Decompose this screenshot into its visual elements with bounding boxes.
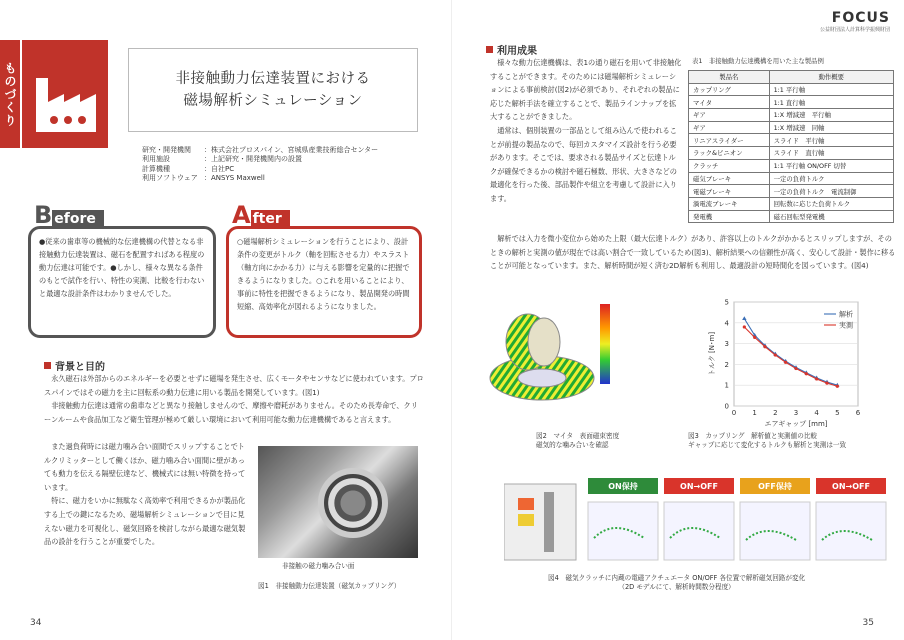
- table-cell: 1:1 平行軸 ON/OFF 切替: [769, 159, 893, 172]
- after-heading: [232, 201, 290, 229]
- category-tab: ものづくり: [0, 40, 20, 148]
- data-point: [743, 325, 746, 328]
- table-cell: 1:X 増減速 平行軸: [769, 109, 893, 122]
- table-cell: ギア: [689, 109, 770, 122]
- x-tick-label: 2: [773, 409, 778, 417]
- paragraph: また過負荷時には磁力噛み合い面間でスリップすることでトルクリミッターとして働くほか、磁力噛み合い面間に壁があっても動力を伝える隔壁伝達など、機械式には無い特徴を持っています。: [44, 442, 246, 492]
- factory-icon: [22, 40, 108, 148]
- table-cell: マイタ: [689, 96, 770, 109]
- bullet-square-icon: [44, 362, 51, 369]
- x-tick-label: 6: [855, 409, 861, 417]
- table-cell: 磁気ブレーキ: [689, 172, 770, 185]
- table-cell: クラッチ: [689, 159, 770, 172]
- data-point: [815, 377, 818, 380]
- series-line: [744, 327, 837, 386]
- body-paragraph-wide: [490, 232, 896, 273]
- x-axis-label: エアギャップ [mm]: [764, 420, 828, 428]
- table-cell: 電磁ブレーキ: [689, 185, 770, 198]
- data-point: [742, 316, 746, 320]
- meta-key: 計算機種: [142, 164, 170, 173]
- page-number: 35: [862, 618, 874, 628]
- table-cell: 1:1 直行軸: [769, 96, 893, 109]
- after-label: fter: [251, 210, 290, 226]
- meta-value: ：自社PC: [204, 164, 235, 173]
- coupling-photo: [258, 446, 418, 558]
- before-letter: B: [34, 201, 53, 229]
- table-header: 動作概要: [769, 71, 893, 84]
- legend-label: 解析: [839, 310, 853, 319]
- table-cell: 磁石回転型発電機: [769, 210, 893, 223]
- data-point: [825, 382, 828, 385]
- table-cell: 発電機: [689, 210, 770, 223]
- paragraph: 永久磁石は外部からのエネルギーを必要とせずに磁場を発生させ、広くモータやセンサなどに使われています。プロスパインではその磁力を主に回転系の動力伝達に用いる製品を開発しています。(図1): [44, 374, 424, 397]
- torque-chart: [706, 296, 892, 428]
- photo-label: 非接触の磁力噛み合い面: [282, 562, 355, 570]
- meta-key: 利用施設: [142, 155, 170, 164]
- project-meta: [142, 146, 378, 184]
- before-box: ●従来の歯車等の機械的な伝達機構の代替となる非接触動力伝達装置は、磁石を配置すればある程度の動力伝達は可能です。●しかし、様々な異なる条件のもとで試作を行い、特性の実測、比較を行わないと最適な設計条件はわかりませんでした。: [28, 226, 216, 338]
- state-on-hold: ON保持: [588, 478, 658, 494]
- data-point: [784, 361, 787, 364]
- table-cell: 回転数に応じた負荷トルク: [769, 197, 893, 210]
- x-tick-label: 0: [731, 409, 737, 417]
- series-line: [744, 319, 837, 386]
- title-line-2: 磁場解析シミュレーション: [183, 93, 363, 109]
- table-row: [689, 147, 894, 160]
- table-row: [689, 96, 894, 109]
- table-header: 製品名: [689, 71, 770, 84]
- table-cell: 1:1 平行軸: [769, 83, 893, 96]
- table-row: [689, 185, 894, 198]
- paragraph: 特に、磁力をいかに無駄なく高効率で利用できるかが製品化する上での鍵になるため、磁場解析シミュレーションで目に見えない磁力を可視化し、磁気回路を検討しながら最適な磁気製品の設計を行うことが重要でした。: [44, 496, 246, 547]
- focus-title: FOCUS: [831, 10, 890, 26]
- table-row: [689, 121, 894, 134]
- page-number: 34: [30, 618, 42, 628]
- color-scale-bar: [600, 304, 610, 384]
- y-axis-label: トルク [N･m]: [708, 331, 716, 377]
- table-cell: 渦電流ブレーキ: [689, 197, 770, 210]
- figure-caption: 図2 マイタ 表面磁束密度 磁気的な噛み合いを確認: [536, 432, 620, 449]
- table-cell: スライド 平行軸: [769, 134, 893, 147]
- data-point: [774, 353, 777, 356]
- table-row: [689, 109, 894, 122]
- table-cell: 一定の負荷トルク 電流制御: [769, 185, 893, 198]
- focus-subtitle: 公益財団法人計算科学振興財団: [819, 27, 890, 33]
- state-on-to-off-2: ON→OFF: [816, 478, 886, 494]
- paragraph: 非接触動力伝達は通常の歯車などと異なり接触しませんので、摩擦や磨耗がありません。そのため長寿命で、クリーンルームや食品加工など衛生管理が極めて厳しい環境において利用可能な動力伝達機構であると言えます。: [44, 401, 418, 424]
- table-cell: リニアスライダー: [689, 134, 770, 147]
- title-line-1: 非接触動力伝達装置における: [175, 71, 371, 87]
- table-row: [689, 210, 894, 223]
- meta-value: ：ANSYS Maxwell: [204, 174, 265, 183]
- section-heading: [486, 42, 537, 57]
- paragraph: 様々な動力伝達機構は、表1の通り磁石を用いて非接触化することができます。そのためには磁場解析シミュレーションによる事前検討(図2)が必須であり、それぞれの製品に応じた解析手法を確立することで、製品ラインナップを拡大することができました。: [490, 58, 682, 122]
- table-row: [689, 159, 894, 172]
- section-title: 利用成果: [497, 46, 537, 57]
- y-tick-label: 0: [724, 402, 729, 411]
- x-tick-label: 1: [752, 409, 757, 417]
- products-table: [688, 70, 894, 223]
- table-cell: カップリング: [689, 83, 770, 96]
- body-paragraphs-narrow: [490, 56, 682, 206]
- table-cell: スライド 直行軸: [769, 147, 893, 160]
- x-tick-label: 4: [814, 409, 819, 417]
- meta-key: 利用ソフトウェア: [142, 174, 198, 183]
- section-heading: [44, 358, 105, 373]
- state-off-hold: OFF保持: [740, 478, 810, 494]
- section-title: 背景と目的: [55, 362, 105, 373]
- after-box: ○磁場解析シミュレーションを行うことにより、設計条件の変更がトルク（軸を回転させる力）やスラスト（軸方向にかかる力）に与える影響を定量的に把握できるようになりました。○これを用いることにより、事前に特性を把握できるようになり、製品開発の時間短縮、高効率化が図れるようになりました。: [226, 226, 422, 338]
- paragraph: 解析では入力を微小変位から始めた上限（最大伝達トルク）があり、許容以上のトルクがかかるとスリップしますが、そのときの解析と実測の値が現在では高い割合で一致しているため(図3)、解析結果への信頼性が高く、安心して設計・製作に移ることが可能となっています。また、解析時間が短く済む2D解析も利用し、最適設計の短時間化を図っています。(図4): [490, 234, 896, 271]
- figure-caption: 図3 カップリング 解析値と実測値の比較 ギャップに応じて変化するトルクも解析と実測は一致: [688, 432, 847, 449]
- data-point: [836, 385, 839, 388]
- x-tick-label: 5: [835, 409, 840, 417]
- magnetic-ring-image: [318, 468, 388, 538]
- table-caption: 表1 非接触動力伝達機構を用いた主な製品例: [692, 57, 824, 65]
- data-point: [763, 345, 766, 348]
- meta-value: ：上記研究・開発機関内の設置: [204, 155, 302, 164]
- table-row: [689, 172, 894, 185]
- table-row: [689, 197, 894, 210]
- y-tick-label: 3: [724, 340, 729, 349]
- table-cell: ラック&ピニオン: [689, 147, 770, 160]
- before-heading: [34, 201, 104, 229]
- meta-value: ：株式会社プロスパイン、宮城県産業技術総合センター: [204, 146, 379, 154]
- after-letter: A: [232, 201, 251, 229]
- x-tick-label: 3: [793, 409, 799, 417]
- before-label: efore: [52, 210, 104, 226]
- body-paragraphs: [44, 372, 424, 426]
- table-cell: ギア: [689, 121, 770, 134]
- data-point: [753, 336, 756, 339]
- bullet-square-icon: [486, 46, 493, 53]
- focus-logo: [820, 10, 890, 33]
- y-tick-label: 1: [724, 381, 729, 390]
- state-on-to-off: ON→OFF: [664, 478, 734, 494]
- figure-caption: 図4 磁気クラッチに内蔵の電磁アクチュエータ ON/OFF 各位置で解析磁気回路が変化 （2D モデルにて、解析時間数分程度）: [548, 574, 806, 591]
- table-row: [689, 134, 894, 147]
- paragraph: 通常は、個別装置の一部品として組み込んで使われることが前提の製品なので、毎回カスタマイズ設計を行う必要があります。そこでは、要求される製品サイズと伝達トルクが確保できるかの検討や磁石極数、形状、大きさなどの最適化を行った後、部品製作や組立を考慮して設計に入ります。: [490, 125, 677, 203]
- table-cell: 一定の負荷トルク: [769, 172, 893, 185]
- figure-caption: 図1 非接触動力伝達装置（磁気カップリング）: [258, 582, 401, 590]
- y-tick-label: 2: [724, 360, 729, 369]
- mitre-simulation-figure: [482, 296, 642, 418]
- body-paragraphs-narrow: [44, 440, 250, 549]
- y-tick-label: 4: [724, 319, 729, 328]
- table-cell: 1:X 増減速 同軸: [769, 121, 893, 134]
- meta-key: 研究・開発機関: [142, 146, 191, 154]
- data-point: [794, 367, 797, 370]
- data-point: [805, 372, 808, 375]
- legend-label: 実測: [839, 321, 853, 330]
- right-page: [452, 0, 904, 640]
- table-row: [689, 83, 894, 96]
- page-title: [128, 48, 418, 132]
- y-tick-label: 5: [724, 298, 729, 307]
